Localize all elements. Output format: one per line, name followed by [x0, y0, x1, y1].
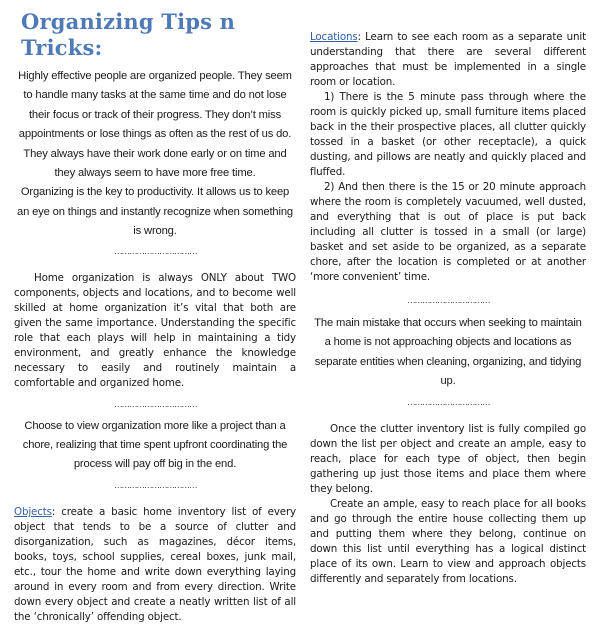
objects-link[interactable]: Objects [14, 505, 52, 518]
objects-paragraph [14, 505, 296, 625]
locations-text: : Learn to see each room as a separate unit understanding that there are several different approaches that must be implemented in a single room or location. [310, 31, 586, 88]
project-quote: Choose to view organization more like a project than a chore, realizing that time spent upfront coordinating the process will pay off big in the end. [22, 419, 288, 471]
step-two-paragraph: 2) And then there is the 15 or 20 minute approach where the room is completely vacuumed, well dusted, and everything that is out of place is put back including all clutter is tossed in a small (or large) basket and set aside to be organized, as a separate chore, after the location is completed or at another ‘more convenient’ time. [310, 181, 586, 283]
locations-paragraph [310, 30, 586, 90]
separator: …………………………… [113, 245, 197, 256]
left-column [14, 0, 296, 625]
inventory-paragraph: Once the clutter inventory list is fully compiled go down the list per object and create an ample, easy to reach, place for each type of object, then begin gathering up just those items and place them where they belong. [310, 422, 586, 495]
intro-paragraph: Highly effective people are organized people. They seem to handle many tasks at the same time and do not lose their focus or track of their progress. They don’t miss appointments or lose things as often as the rest of us do. They always have their work done early or on time and they always seem to have more free time. [18, 70, 292, 180]
ample-place-paragraph: Create an ample, easy to reach place for all books and go through the entire house collecting them up and putting them where they belong, continue on down this list until everything has a logical distinct place of its own. Learn to view and approach objects differently and separately from locations. [310, 497, 586, 585]
separator: …………………………… [406, 396, 490, 407]
locations-link[interactable]: Locations [310, 31, 358, 43]
separator: …………………………… [406, 295, 490, 305]
mistake-quote: The main mistake that occurs when seeking to maintain a home is not approaching objects and locations as separate entities when cleaning, organizing, and tidying up. [314, 317, 582, 388]
productivity-paragraph: Organizing is the key to productivity. It allows us to keep an eye on things and instantly recognize when something is wrong. [17, 186, 293, 238]
home-organization-paragraph: Home organization is always ONLY about TWO components, objects and locations, and to become well skilled at home organization it’s vital that both are given the same importance. Understanding the specific role that each plays will help in maintaining a tidy environment, and greatly enhance the knowledge necessary to easily and routinely maintain a comfortable and organized home. [14, 271, 296, 389]
separator: …………………………… [113, 398, 197, 409]
page-title: Organizing Tips n Tricks: [21, 9, 236, 60]
separator: …………………………… [113, 479, 197, 490]
objects-text: : create a basic home inventory list of every object that tends to be a source of clutter and disorganization, such as magazines, décor items, books, toys, school supplies, cereal boxes, junk mail, etc., tour the home and write down everything laying around in every room and from every direction. Write down every object and create a neatly written list of all the ‘chronically’ offending object. [14, 505, 296, 623]
right-column [310, 0, 586, 587]
step-one-paragraph: 1) There is the 5 minute pass through where the room is quickly picked up, small furniture items placed back in the their prospective places, all clutter quickly tossed in a basket (or other receptacle), a quick dusting, and pillows are neatly and quickly placed and fluffed. [310, 91, 586, 178]
